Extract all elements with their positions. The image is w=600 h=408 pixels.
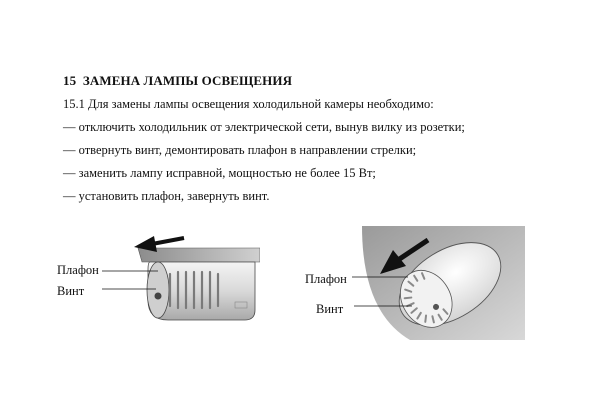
callout-screw-right: Винт <box>316 302 344 316</box>
section-number: 15 <box>63 73 77 88</box>
instruction-intro: 15.1 Для замены лампы освещения холодильной камеры необходимо: <box>63 97 434 111</box>
callout-screw-left: Винт <box>57 284 85 298</box>
callout-shade-left: Плафон <box>57 263 99 277</box>
lamp-shade-illustration-long <box>50 228 260 328</box>
section-title: ЗАМЕНА ЛАМПЫ ОСВЕЩЕНИЯ <box>82 73 293 88</box>
instruction-step: — отключить холодильник от электрической сети, вынув вилку из розетки; <box>63 120 465 134</box>
instruction-step: — отвернуть винт, демонтировать плафон в направлении стрелки; <box>63 143 417 157</box>
callout-shade-right: Плафон <box>305 272 347 286</box>
screw-icon <box>155 293 162 300</box>
section-heading <box>63 73 292 89</box>
instruction-step: — установить плафон, завернуть винт. <box>63 189 270 203</box>
instruction-step: — заменить лампу исправной, мощностью не более 15 Вт; <box>63 166 376 180</box>
